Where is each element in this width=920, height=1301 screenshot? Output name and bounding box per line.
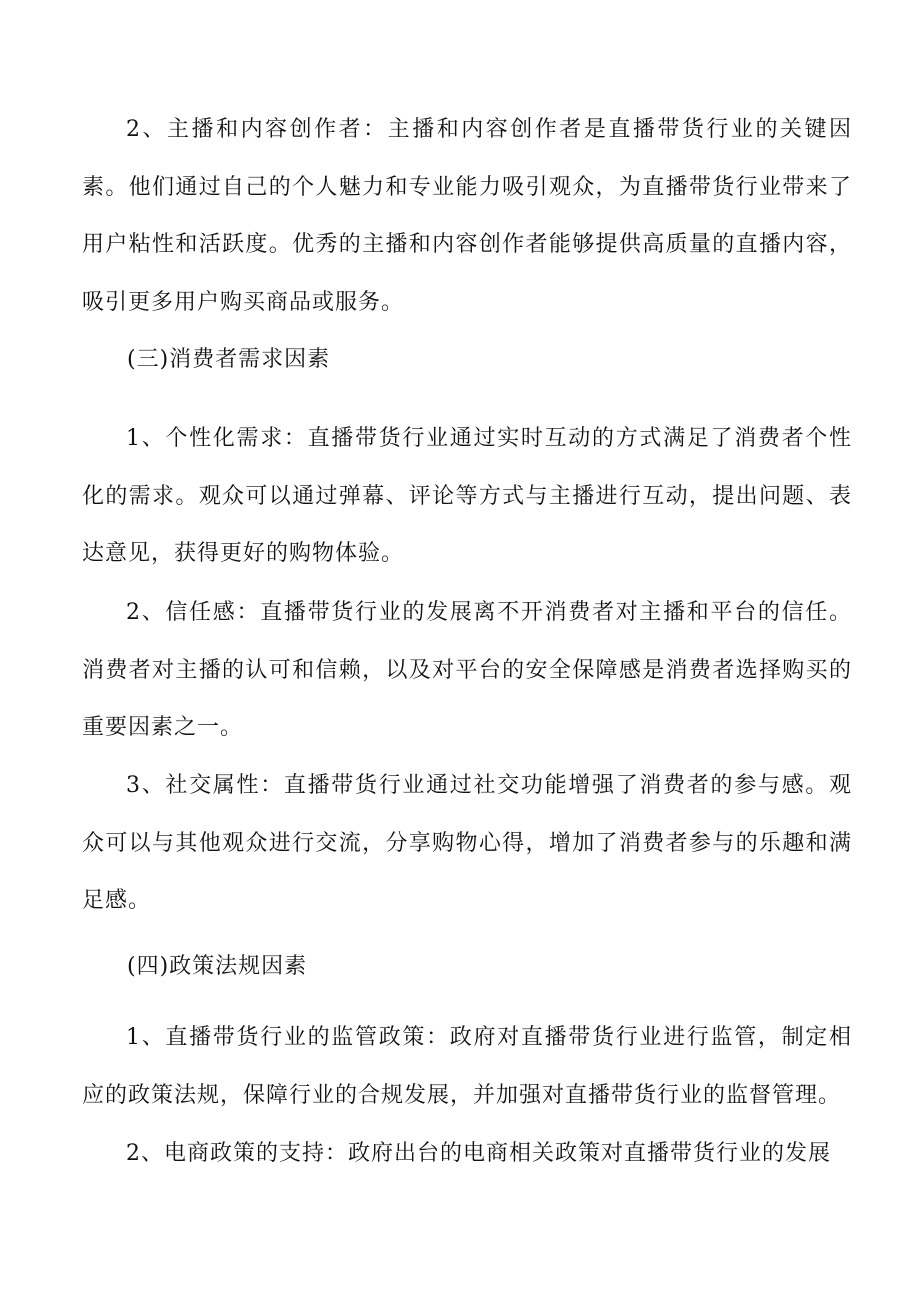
section-heading-policy-regulation: (四)政策法规因素 [127, 954, 308, 979]
paragraph-social-attributes: 3、社交属性：直播带货行业通过社交功能增强了消费者的参与感。观众可以与其他观众进行交流，分享购物心得，增加了消费者参与的乐趣和满足感。 [82, 773, 852, 913]
paragraph-ecommerce-policy: 2、电商政策的支持：政府出台的电商相关政策对直播带货行业的发展 [126, 1141, 831, 1166]
paragraph-regulatory-policy: 1、直播带货行业的监管政策：政府对直播带货行业进行监管，制定相应的政策法规，保障行业的合规发展，并加强对直播带货行业的监督管理。 [82, 1025, 852, 1108]
paragraph-anchors-and-creators: 2、主播和内容创作者：主播和内容创作者是直播带货行业的关键因素。他们通过自己的个人魅力和专业能力吸引观众，为直播带货行业带来了用户粘性和活跃度。优秀的主播和内容创作者能够提供高质量的直播内容，吸引更多用户购买商品或服务。 [82, 117, 852, 315]
paragraph-personalized-demand: 1、个性化需求：直播带货行业通过实时互动的方式满足了消费者个性化的需求。观众可以通过弹幕、评论等方式与主播进行互动，提出问题、表达意见，获得更好的购物体验。 [82, 426, 852, 566]
paragraph-trust: 2、信任感：直播带货行业的发展离不开消费者对主播和平台的信任。消费者对主播的认可和信赖，以及对平台的安全保障感是消费者选择购买的重要因素之一。 [82, 600, 852, 740]
section-heading-consumer-demand: (三)消费者需求因素 [127, 347, 331, 372]
